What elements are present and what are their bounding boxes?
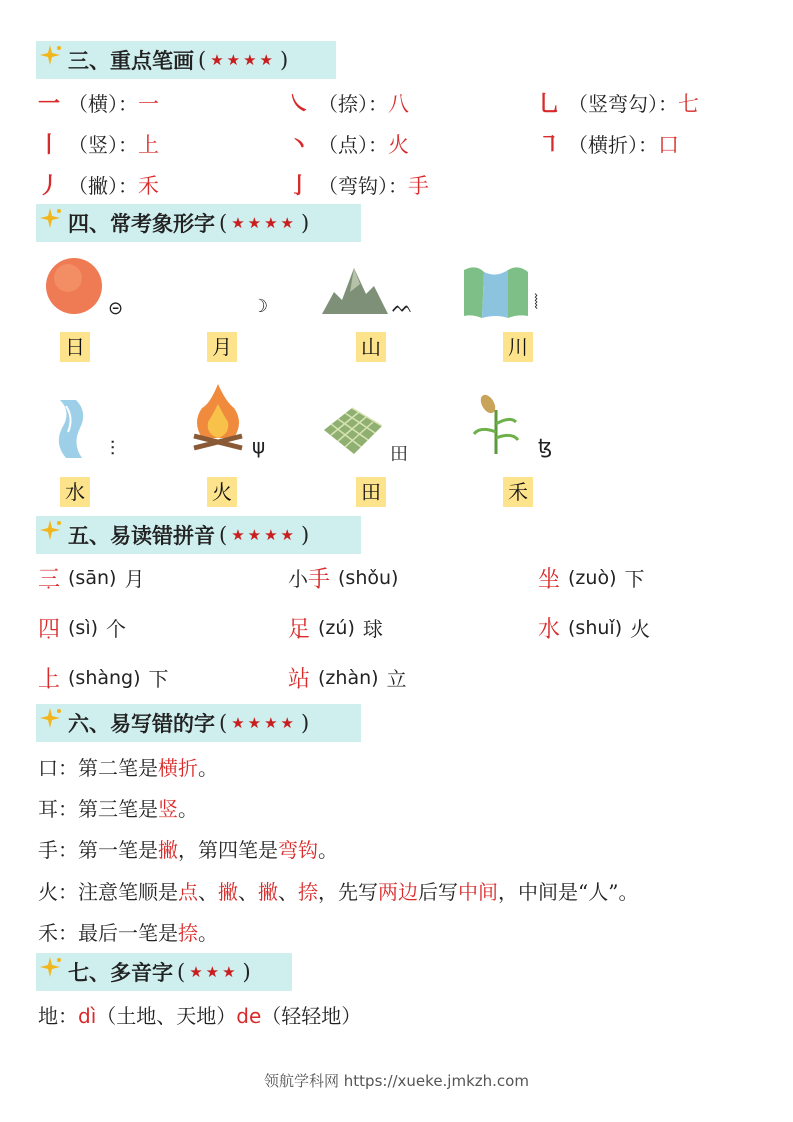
pinyin-item: 站 · (zhàn) 立 — [288, 662, 407, 693]
section-header-writing: 六、易写错的字 ( ★★★★ ) — [36, 704, 361, 742]
section-header-strokes: 三、重点笔画 ( ★★★★ ) — [36, 41, 336, 79]
writing-note: 手：第一笔是撇，第四笔是弯钩。 — [38, 838, 338, 862]
stroke-item: 丿 （撇）： 禾 — [38, 173, 159, 199]
pinyin-item: 水 · (shuǐ) 火 — [538, 612, 650, 643]
section-title: 六、易写错的字 — [68, 711, 215, 736]
pictograph-char: 日 — [60, 332, 90, 362]
water-icon — [52, 398, 92, 460]
stroke-item: 丶 （点）： 火 — [288, 132, 409, 158]
mountain-icon — [320, 262, 390, 316]
writing-note: 火：注意笔顺是点、撇、撇、捺，先写两边后写中间，中间是“人”。 — [38, 880, 639, 904]
ancient-glyph: ⫶ — [110, 436, 115, 460]
writing-note: 口：第二笔是横折。 — [38, 756, 218, 780]
writing-note: 禾：最后一笔是捺。 — [38, 921, 218, 945]
ancient-glyph: ꜩ — [538, 434, 553, 458]
section-header-pinyin: 五、易读错拼音 ( ★★★★ ) — [36, 516, 361, 554]
pictograph-char: 月 — [207, 332, 237, 362]
ancient-glyph: ᨓ — [392, 296, 414, 317]
sparkle-icon — [40, 959, 62, 985]
ancient-glyph: ⦚ — [534, 290, 539, 314]
writing-note: 耳：第三笔是竖。 — [38, 797, 198, 821]
sparkle-icon — [40, 47, 62, 73]
star-rating: ★★★★ — [231, 714, 297, 732]
sun-icon — [44, 256, 104, 316]
pictograph-char: 水 — [60, 477, 90, 507]
section-title: 七、多音字 — [68, 960, 173, 985]
sparkle-icon — [40, 522, 62, 548]
section-header-polyphones: 七、多音字 ( ★★★ ) — [36, 953, 292, 991]
ancient-glyph: ψ — [252, 434, 266, 458]
field-icon — [322, 404, 384, 456]
section-title: 五、易读错拼音 — [68, 523, 215, 548]
pinyin-item: 小 手 · (shǒu) — [288, 562, 406, 593]
pinyin-item: 足 · (zú) 球 — [288, 612, 383, 643]
grain-icon — [472, 392, 522, 456]
section-header-pictographs: 四、常考象形字 ( ★★★★ ) — [36, 204, 361, 242]
river-icon — [462, 264, 530, 320]
fire-icon — [190, 382, 246, 452]
pictograph-char: 山 — [356, 332, 386, 362]
pictograph-char: 火 — [207, 477, 237, 507]
ancient-glyph: 田 — [390, 444, 408, 465]
pictograph-char: 川 — [503, 332, 533, 362]
pinyin-item: 坐 · (zuò) 下 — [538, 562, 644, 593]
pictograph-char: 田 — [356, 477, 386, 507]
stroke-item: ㇕ （横折）： 口 — [538, 132, 679, 158]
sparkle-icon — [40, 710, 62, 736]
footer-watermark: 领航学科网 https://xueke.jmkzh.com — [264, 1072, 529, 1090]
section-title: 四、常考象形字 — [68, 211, 215, 236]
stroke-item: 一 （横）： 一 — [38, 91, 159, 117]
polyphone-entry: 地：dì（土地、天地）de（轻轻地） — [38, 1004, 362, 1028]
pinyin-item: 三 · (sān) 月 — [38, 562, 144, 593]
pictograph-char: 禾 — [503, 477, 533, 507]
star-rating: ★★★★ — [231, 526, 297, 544]
ancient-glyph: ☽ — [252, 296, 269, 317]
section-title: 三、重点笔画 — [68, 48, 194, 73]
stroke-item: 亅 （弯钩）： 手 — [288, 173, 429, 199]
stroke-item: 乚 （竖弯勾）： 七 — [538, 91, 699, 117]
stroke-item: 丨 （竖）： 上 — [38, 132, 159, 158]
ancient-glyph: ⊝ — [108, 298, 124, 319]
star-rating: ★★★★ — [210, 51, 276, 69]
moon-icon — [188, 262, 240, 314]
pinyin-item: 四 · (sì) 个 — [38, 612, 126, 643]
stroke-item: ㇏ （捺）： 八 — [288, 91, 409, 117]
pinyin-item: 上 · (shàng) 下 — [38, 662, 169, 693]
star-rating: ★★★ — [189, 963, 239, 981]
sparkle-icon — [40, 210, 62, 236]
star-rating: ★★★★ — [231, 214, 297, 232]
